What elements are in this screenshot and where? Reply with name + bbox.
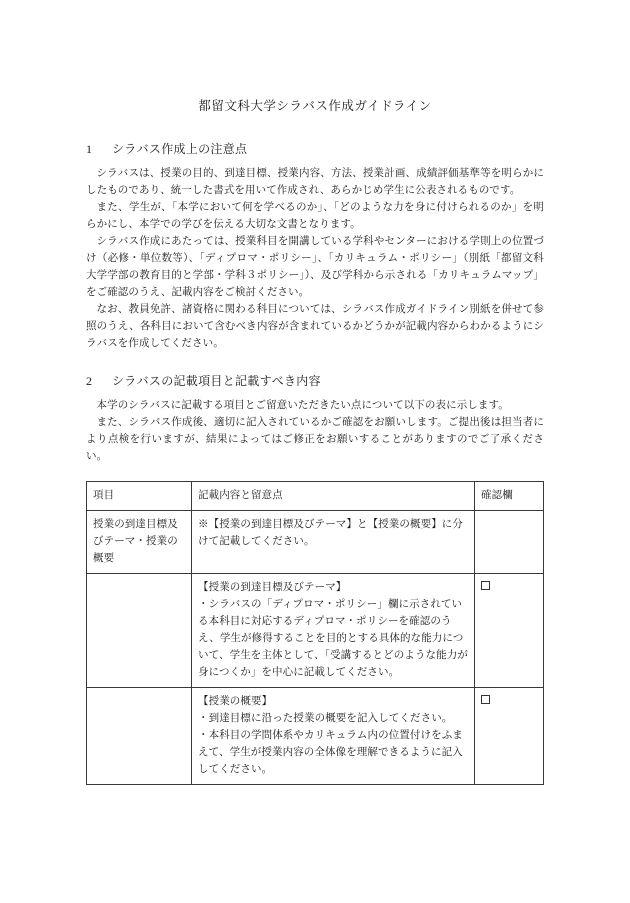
cell-line: ※【授業の到達目標及びテーマ】と【授業の概要】に分けて記載してください。 bbox=[198, 519, 463, 547]
section-2-title: シラバスの記載項目と記載すべき内容 bbox=[112, 374, 321, 388]
cell-line: 【授業の到達目標及びテーマ】 bbox=[198, 582, 347, 593]
cell-line: ・本科目の学問体系やカリキュラム内の位置付けをふまえて、学生が授業内容の全体像を理解できるように記入してください。 bbox=[198, 730, 463, 775]
section-1-title: シラバス作成上の注意点 bbox=[112, 142, 248, 156]
table-cell-description bbox=[192, 511, 475, 574]
section-2 bbox=[86, 372, 544, 465]
table-cell-item bbox=[87, 574, 192, 688]
table-header-item: 項目 bbox=[87, 482, 192, 511]
section-1 bbox=[86, 140, 544, 352]
section-2-paragraph-1: 本学のシラバスに記載する項目とご留意いただきたい点について以下の表に示します。 bbox=[96, 400, 509, 411]
table-row bbox=[87, 688, 544, 785]
table-header-check: 確認欄 bbox=[475, 482, 544, 511]
cell-line: ・シラバスの「ディプロマ・ポリシー」欄に示されている本科目に対応するディプロマ・ポリシーを確認のうえ、学生が修得することを目的とする具体的な能力について、学生を主体として、「受講するとどのような能力が身につくか」を中心に記載してください。 bbox=[198, 599, 468, 678]
table-cell-description bbox=[192, 574, 475, 688]
cell-line: ・到達目標に沿った授業の概要を記入してください。 bbox=[198, 713, 453, 724]
section-1-number: 1 bbox=[86, 142, 93, 156]
table-cell-check bbox=[475, 574, 544, 688]
section-1-heading bbox=[86, 140, 544, 157]
section-1-paragraph-1: シラバスは、授業の目的、到達目標、授業内容、方法、授業計画、成績評価基準等を明らかにしたものであり、統一した書式を用いて作成され、あらかじめ学生に公表されるものです。 bbox=[86, 168, 544, 196]
table-row bbox=[87, 574, 544, 688]
table-cell-check bbox=[475, 688, 544, 785]
section-2-heading bbox=[86, 372, 544, 389]
table-header-description: 記載内容と留意点 bbox=[192, 482, 475, 511]
section-2-number: 2 bbox=[86, 374, 93, 388]
table-cell-check bbox=[475, 511, 544, 574]
checkbox-icon[interactable] bbox=[481, 581, 490, 590]
section-1-paragraph-4: なお、教員免許、諸資格に関わる科目については、シラバス作成ガイドライン別紙を併せて参照のうえ、各科目において含むべき内容が含まれているかどうかが記載内容からわかるようにシラバスを作成してください。 bbox=[86, 304, 544, 349]
cell-line: 【授業の概要】 bbox=[198, 696, 273, 707]
section-1-paragraph-3: シラバス作成にあたっては、授業科目を開講している学科やセンターにおける学則上の位置づけ（必修・単位数等）、「ディプロマ・ポリシー」、「カリキュラム・ポリシー」（別紙「都留文科大学学部の教育目的と学部・学科３ポリシー」）、及び学科から示される「カリキュラムマップ」をご確認のうえ、記載内容をご検討ください。 bbox=[86, 236, 544, 298]
table-cell-item: 授業の到達目標及びテーマ・授業の概要 bbox=[87, 511, 192, 574]
table-header-row bbox=[87, 482, 544, 511]
syllabus-items-table bbox=[86, 481, 544, 785]
section-2-paragraph-2: また、シラバス作成後、適切に記入されているかご確認をお願いします。ご提出後は担当者により点検を行いますが、結果によってはご修正をお願いすることがありますのでご了承ください。 bbox=[86, 417, 544, 462]
table-cell-description bbox=[192, 688, 475, 785]
table-row bbox=[87, 511, 544, 574]
section-1-paragraph-2: また、学生が、「本学において何を学べるのか」、「どのような力を身に付けられるのか」を明らかにし、本学での学びを伝える大切な文書となります。 bbox=[86, 202, 544, 230]
page-title: 都留文科大学シラバス作成ガイドライン bbox=[198, 99, 432, 113]
checkbox-icon[interactable] bbox=[481, 695, 490, 704]
table-cell-item bbox=[87, 688, 192, 785]
